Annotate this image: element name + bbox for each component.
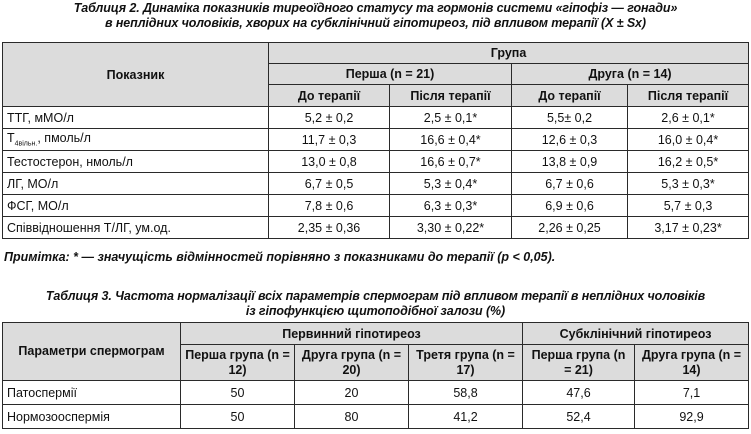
cell-value: 6,9 ± 0,6 [512, 195, 628, 217]
row-label: ТТГ, мМО/л [3, 107, 269, 129]
table2-caption [0, 1, 751, 31]
cell-value: 41,2 [409, 405, 523, 429]
col-group-header: Група [269, 43, 749, 64]
table2-note: Примітка: * — значущість відмінностей порівняно з показниками до терапії (р < 0,05). [4, 250, 556, 264]
cell-value: 5,3 ± 0,3* [628, 173, 749, 195]
table3-caption-line1: Таблиця 3. Частота нормалізації всіх параметрів спермограм під впливом терапії в неплідних чоловіків [45, 289, 706, 303]
before-header: До терапії [512, 85, 628, 107]
cell-value: 5,2 ± 0,2 [269, 107, 390, 129]
col-params-header: Параметри спермограм [3, 323, 181, 381]
cell-value: 16,2 ± 0,5* [628, 151, 749, 173]
col-indicator-header: Показник [3, 43, 269, 107]
cell-value: 3,30 ± 0,22* [390, 217, 512, 239]
row-label: Тестостерон, нмоль/л [3, 151, 269, 173]
subgroup-header: Друга група (n = 14) [635, 345, 749, 381]
subgroup-header: Третя група (n = 17) [409, 345, 523, 381]
row-label: ЛГ, МО/л [3, 173, 269, 195]
table-row [3, 217, 749, 239]
cell-value: 2,26 ± 0,25 [512, 217, 628, 239]
table-row [3, 107, 749, 129]
cell-value: 2,35 ± 0,36 [269, 217, 390, 239]
cell-value: 16,6 ± 0,4* [390, 129, 512, 151]
cell-value: 58,8 [409, 381, 523, 405]
cell-value: 16,6 ± 0,7* [390, 151, 512, 173]
cell-value: 50 [181, 381, 295, 405]
cell-value: 12,6 ± 0,3 [512, 129, 628, 151]
row-label: Нормозооспермія [3, 405, 181, 429]
cell-value: 47,6 [523, 381, 635, 405]
table-row [3, 195, 749, 217]
col-primary-header: Первинний гіпотиреоз [181, 323, 523, 345]
cell-value: 16,0 ± 0,4* [628, 129, 749, 151]
group1-header: Перша (n = 21) [269, 64, 512, 85]
row-label: Співвідношення Т/ЛГ, ум.од. [3, 217, 269, 239]
row-label: ФСГ, МО/л [3, 195, 269, 217]
table3-caption [0, 289, 751, 319]
table-row [3, 151, 749, 173]
cell-value: 11,7 ± 0,3 [269, 129, 390, 151]
cell-value: 80 [295, 405, 409, 429]
table2-caption-line1: Таблиця 2. Динаміка показників тиреоїдного статусу та гормонів системи «гіпофіз — гонади» [73, 1, 678, 15]
group2-header: Друга (n = 14) [512, 64, 749, 85]
label-subscript: 4вільн. [14, 140, 38, 148]
cell-value: 13,8 ± 0,9 [512, 151, 628, 173]
before-header: До терапії [269, 85, 390, 107]
table2 [2, 42, 749, 239]
subgroup-header: Перша група (n = 21) [523, 345, 635, 381]
cell-value: 13,0 ± 0,8 [269, 151, 390, 173]
cell-value: 92,9 [635, 405, 749, 429]
cell-value: 7,1 [635, 381, 749, 405]
cell-value: 6,7 ± 0,5 [269, 173, 390, 195]
cell-value: 20 [295, 381, 409, 405]
after-header: Після терапії [390, 85, 512, 107]
table-row [3, 129, 749, 151]
cell-value: 5,7 ± 0,3 [628, 195, 749, 217]
table-row [3, 381, 749, 405]
cell-value: 3,17 ± 0,23* [628, 217, 749, 239]
cell-value: 50 [181, 405, 295, 429]
subgroup-header: Перша група (n = 12) [181, 345, 295, 381]
table3-caption-line2: із гіпофункцією щитоподібної залози (%) [245, 304, 506, 318]
table2-caption-line2: в неплідних чоловіків, хворих на субклінічний гіпотиреоз, під впливом терапії (X ± Sx) [105, 16, 646, 30]
table3 [2, 322, 749, 429]
table-row [3, 405, 749, 429]
row-label: $T_{4вільн.}$, пмоль/л [3, 129, 269, 151]
cell-value: 7,8 ± 0,6 [269, 195, 390, 217]
cell-value: 2,6 ± 0,1* [628, 107, 749, 129]
subgroup-header: Друга група (n = 20) [295, 345, 409, 381]
row-label: Патоспермії [3, 381, 181, 405]
cell-value: 5,5± 0,2 [512, 107, 628, 129]
cell-value: 52,4 [523, 405, 635, 429]
cell-value: 6,7 ± 0,6 [512, 173, 628, 195]
table-row [3, 173, 749, 195]
cell-value: 6,3 ± 0,3* [390, 195, 512, 217]
after-header: Після терапії [628, 85, 749, 107]
cell-value: 2,5 ± 0,1* [390, 107, 512, 129]
cell-value: 5,3 ± 0,4* [390, 173, 512, 195]
col-subclinical-header: Субклінічний гіпотиреоз [523, 323, 749, 345]
